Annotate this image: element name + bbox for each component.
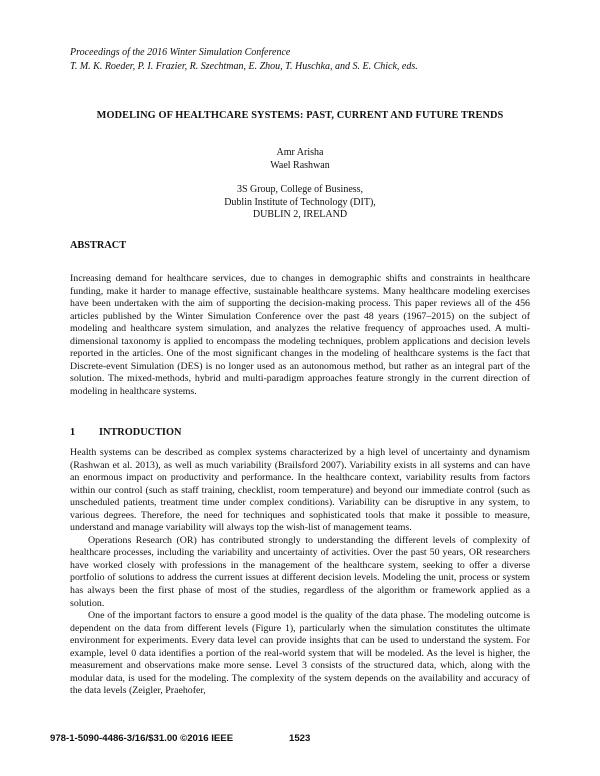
paragraph: One of the important factors to ensure a good model is the quality of the data phase. The modeling outcome is dependent on the data from different levels (Figure 1), particularly when the simulation constitutes the ultimate environment for experiments. Every data level can provide insights that can be used to understand the system. For example, level 0 data identifies a portion of the real-world system that will be modeled. As the level is higher, the measurement and observations make more sense. Level 3 consists of the structured data, which, along with the modular data, is used for the modeling. The complexity of the system depends on the availability and accuracy of the data levels (Zeigler, Praehofer, (70, 610, 530, 697)
editors-line: T. M. K. Roeder, P. I. Frazier, R. Szechtman, E. Zhou, T. Huschka, and S. E. Chick, eds. (70, 61, 418, 72)
author-name: Wael Rashwan (270, 159, 330, 171)
isbn-footer: 978-1-5090-4486-3/16/$31.00 ©2016 IEEE (50, 733, 234, 744)
proceedings-line: Proceedings of the 2016 Winter Simulation Conference (70, 47, 291, 58)
section-heading (70, 427, 181, 438)
paragraph: Health systems can be described as complex systems characterized by a high level of uncertainty and dynamism (Rashwan et al. 2013), as well as much variability (Brailsford 2007). Variability exists in all systems and can have an enormous impact on productivity and performance. In the healthcare context, variability results from factors within our control (such as staff training, checklist, room temperature) and beyond our immediate control (such as unscheduled patients, treatment time under complex conditions). Variability can be disruptive in any system, to various degrees. Therefore, the need for techniques and sophisticated tools that make it possible to measure, understand and manage variability will always top the wish-list of management teams. (70, 447, 530, 534)
paragraph: Operations Research (OR) has contributed strongly to understanding the different levels of complexity of healthcare processes, including the variability and uncertainty of activities. Over the past 50 years, OR researchers have worked closely with professions in the management of the healthcare system, seeking to offer a diverse portfolio of solutions to address the current issues at different decision levels. Modeling the unit, process or system has always been the first phase of most of the studies, regardless of the algorithm or framework applied as a solution. (70, 534, 530, 609)
paper-title: MODELING OF HEALTHCARE SYSTEMS: PAST, CURRENT AND FUTURE TRENDS (96, 110, 504, 121)
abstract-text: Increasing demand for healthcare services, due to changes in demographic shifts and constraints in healthcare funding, make it harder to manage effective, sustainable healthcare systems. Many healthcare modeling exercises have been undertaken with the aim of supporting the decision-making process. This paper reviews all of the 456 articles published by the Winter Simulation Conference over the past 48 years (1967–2015) on the subject of modeling and healthcare system simulation, and analyzes the relative frequency of approaches used. A multi-dimensional taxonomy is applied to encompass the modeling techniques, problem applications and decision levels reported in the articles. One of the most significant changes in the modeling of healthcare systems is the fact that Discrete-event Simulation (DES) is no longer used as an autonomous method, but rather as an integral part of the solution. The mixed-methods, hybrid and multi-paradigm approaches feature strongly in the current direction of modeling in healthcare systems. (70, 273, 530, 397)
abstract-heading: ABSTRACT (70, 240, 127, 251)
page-number: 1523 (289, 733, 311, 744)
affiliation-line: DUBLIN 2, IRELAND (252, 209, 348, 220)
affiliation-line: Dublin Institute of Technology (DIT), (224, 196, 376, 208)
author-list (0, 147, 600, 172)
introduction-body (70, 447, 530, 698)
section-title: INTRODUCTION (99, 427, 182, 438)
affiliation (0, 184, 600, 222)
proceedings-header (70, 46, 540, 74)
affiliation-line: 3S Group, College of Business, (236, 184, 364, 195)
section-number: 1 (70, 427, 76, 438)
abstract-body (70, 273, 530, 398)
author-name: Amr Arisha (276, 147, 324, 158)
